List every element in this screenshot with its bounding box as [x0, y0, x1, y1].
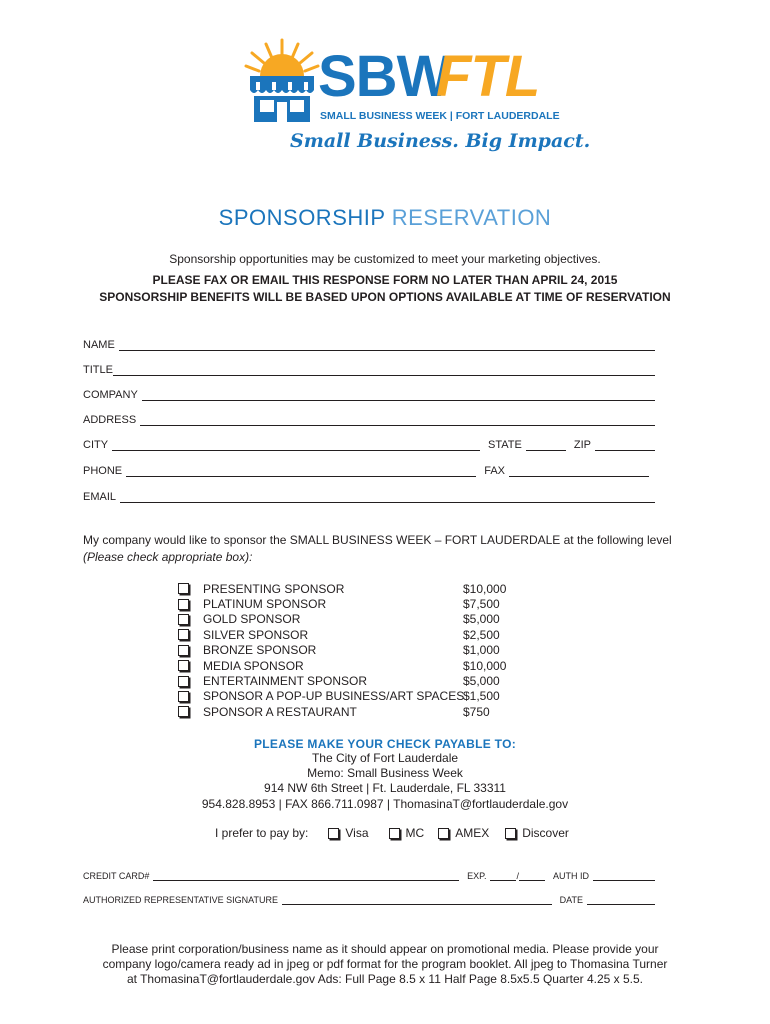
state-line[interactable]	[526, 439, 566, 451]
checkbox[interactable]	[389, 828, 400, 839]
exp-year-line[interactable]	[519, 871, 545, 881]
level-name: GOLD SPONSOR	[203, 612, 301, 627]
pay-option-visa[interactable]: Visa	[328, 826, 368, 840]
logo-subtitle: SMALL BUSINESS WEEK | FORT LAUDERDALE	[320, 110, 560, 122]
city-line[interactable]	[112, 439, 480, 451]
sponsor-level-item[interactable]	[178, 673, 538, 688]
level-name: SPONSOR A POP-UP BUSINESS/ART SPACES	[203, 689, 465, 704]
title-label: TITLE	[83, 364, 113, 376]
auth-id-line[interactable]	[593, 871, 655, 881]
logo-ftl-text: FTL	[436, 44, 540, 109]
benefits-notice: SPONSORSHIP BENEFITS WILL BE BASED UPON OPTIONS AVAILABLE AT TIME OF RESERVATION	[99, 290, 671, 304]
zip-label: ZIP	[573, 439, 591, 451]
sponsor-level-item[interactable]	[178, 627, 538, 642]
name-label: NAME	[83, 339, 115, 351]
payment-method-row	[215, 826, 569, 840]
auth-id-label: AUTH ID	[553, 871, 589, 881]
checkbox[interactable]	[178, 614, 189, 625]
level-name: BRONZE SPONSOR	[203, 643, 317, 658]
level-name: SILVER SPONSOR	[203, 627, 309, 642]
logo-sbw-text: SBW	[318, 44, 451, 109]
address-line[interactable]	[140, 414, 655, 426]
title-line[interactable]	[113, 364, 655, 376]
sponsor-level-item[interactable]	[178, 596, 538, 611]
sponsor-level-item[interactable]	[178, 612, 538, 627]
payable-line3: 914 NW 6th Street | Ft. Lauderdale, FL 33311	[264, 781, 506, 795]
level-amount: $1,000	[463, 643, 500, 658]
zip-line[interactable]	[595, 439, 655, 451]
title-part2: RESERVATION	[391, 205, 552, 230]
pay-option-discover[interactable]: Discover	[505, 826, 569, 840]
logo-tagline: Small Business. Big Impact.	[290, 130, 591, 152]
levels-hint: (Please check appropriate box):	[83, 550, 253, 564]
footer-instructions: Please print corporation/business name as it should appear on promotional media. Please provide your company logo/camera ready ad in jpeg or pdf format for the program booklet. All jpeg to Thomasina Turner at ThomasinaT@fortlauderdale.gov Ads: Full Page 8.5 x 11 Half Page 8.5x5.5 Quarter 4.25 x 5.5.	[102, 942, 668, 986]
credit-card-row	[83, 867, 655, 881]
address-field[interactable]	[83, 410, 655, 426]
level-amount: $5,000	[463, 674, 500, 689]
phone-label: PHONE	[83, 465, 123, 477]
level-amount: $1,500	[463, 689, 500, 704]
email-label: EMAIL	[83, 491, 117, 503]
checkbox[interactable]	[438, 828, 449, 839]
pay-option-mc[interactable]: MC	[389, 826, 425, 840]
credit-card-line[interactable]	[153, 871, 459, 881]
checkbox[interactable]	[178, 583, 189, 594]
level-amount: $750	[463, 704, 490, 719]
checkbox[interactable]	[178, 629, 189, 640]
checkbox[interactable]	[505, 828, 516, 839]
level-name: SPONSOR A RESTAURANT	[203, 704, 357, 719]
email-line[interactable]	[120, 491, 655, 503]
exp-month-line[interactable]	[490, 871, 516, 881]
company-label: COMPANY	[83, 389, 138, 401]
title-part1: SPONSORSHIP	[218, 205, 386, 230]
level-name: MEDIA SPONSOR	[203, 658, 304, 673]
sponsor-level-item[interactable]	[178, 704, 538, 719]
checkbox[interactable]	[178, 706, 189, 717]
storefront-sun-icon	[242, 36, 322, 126]
phone-fax-row	[83, 461, 649, 477]
sponsor-level-item[interactable]	[178, 658, 538, 673]
page-title	[0, 205, 770, 231]
checkbox[interactable]	[328, 828, 339, 839]
checkbox[interactable]	[178, 645, 189, 656]
level-amount: $2,500	[463, 627, 500, 642]
signature-label: AUTHORIZED REPRESENTATIVE SIGNATURE	[83, 895, 279, 905]
company-field[interactable]	[83, 385, 655, 401]
payable-line1: The City of Fort Lauderdale	[311, 751, 459, 765]
deadline-notice: PLEASE FAX OR EMAIL THIS RESPONSE FORM NO LATER THAN APRIL 24, 2015	[152, 273, 618, 287]
fax-line[interactable]	[509, 465, 649, 477]
company-line[interactable]	[142, 389, 655, 401]
payment-label: I prefer to pay by:	[215, 826, 309, 840]
sponsor-level-item[interactable]	[178, 643, 538, 658]
exp-separator: /	[516, 871, 519, 881]
pay-option-amex[interactable]: AMEX	[438, 826, 489, 840]
sponsor-levels-list	[178, 581, 538, 720]
levels-intro: My company would like to sponsor the SMALL BUSINESS WEEK – FORT LAUDERDALE at the following level	[83, 533, 672, 547]
level-amount: $5,000	[463, 612, 500, 627]
level-name: ENTERTAINMENT SPONSOR	[203, 674, 368, 689]
level-name: PLATINUM SPONSOR	[203, 597, 327, 612]
exp-label: EXP.	[467, 871, 487, 881]
payable-line4: 954.828.8953 | FAX 866.711.0987 | ThomasinaT@fortlauderdale.gov	[201, 797, 569, 811]
intro-text: Sponsorship opportunities may be customized to meet your marketing objectives.	[169, 252, 601, 266]
name-field[interactable]	[83, 335, 655, 351]
sponsor-level-item[interactable]	[178, 581, 538, 596]
level-amount: $10,000	[463, 581, 507, 596]
sponsor-level-item[interactable]	[178, 689, 538, 704]
payable-heading: PLEASE MAKE YOUR CHECK PAYABLE TO:	[253, 737, 517, 751]
email-field[interactable]	[83, 487, 655, 503]
address-label: ADDRESS	[83, 414, 137, 426]
checkbox[interactable]	[178, 660, 189, 671]
level-amount: $10,000	[463, 658, 507, 673]
checkbox[interactable]	[178, 691, 189, 702]
sbwftl-logo	[240, 32, 591, 162]
city-label: CITY	[83, 439, 109, 451]
payable-line2: Memo: Small Business Week	[307, 766, 463, 780]
credit-card-label: CREDIT CARD#	[83, 871, 150, 881]
signature-line[interactable]	[282, 895, 552, 905]
checkbox[interactable]	[178, 599, 189, 610]
signature-row	[83, 891, 655, 905]
date-line[interactable]	[587, 895, 655, 905]
checkbox[interactable]	[178, 676, 189, 687]
phone-line[interactable]	[126, 465, 476, 477]
level-amount: $7,500	[463, 597, 500, 612]
city-state-zip-row	[83, 435, 655, 451]
date-label: DATE	[559, 895, 583, 905]
name-line[interactable]	[119, 339, 655, 351]
fax-label: FAX	[484, 465, 505, 477]
state-label: STATE	[488, 439, 522, 451]
level-name: PRESENTING SPONSOR	[203, 581, 345, 596]
title-field[interactable]	[83, 360, 655, 376]
